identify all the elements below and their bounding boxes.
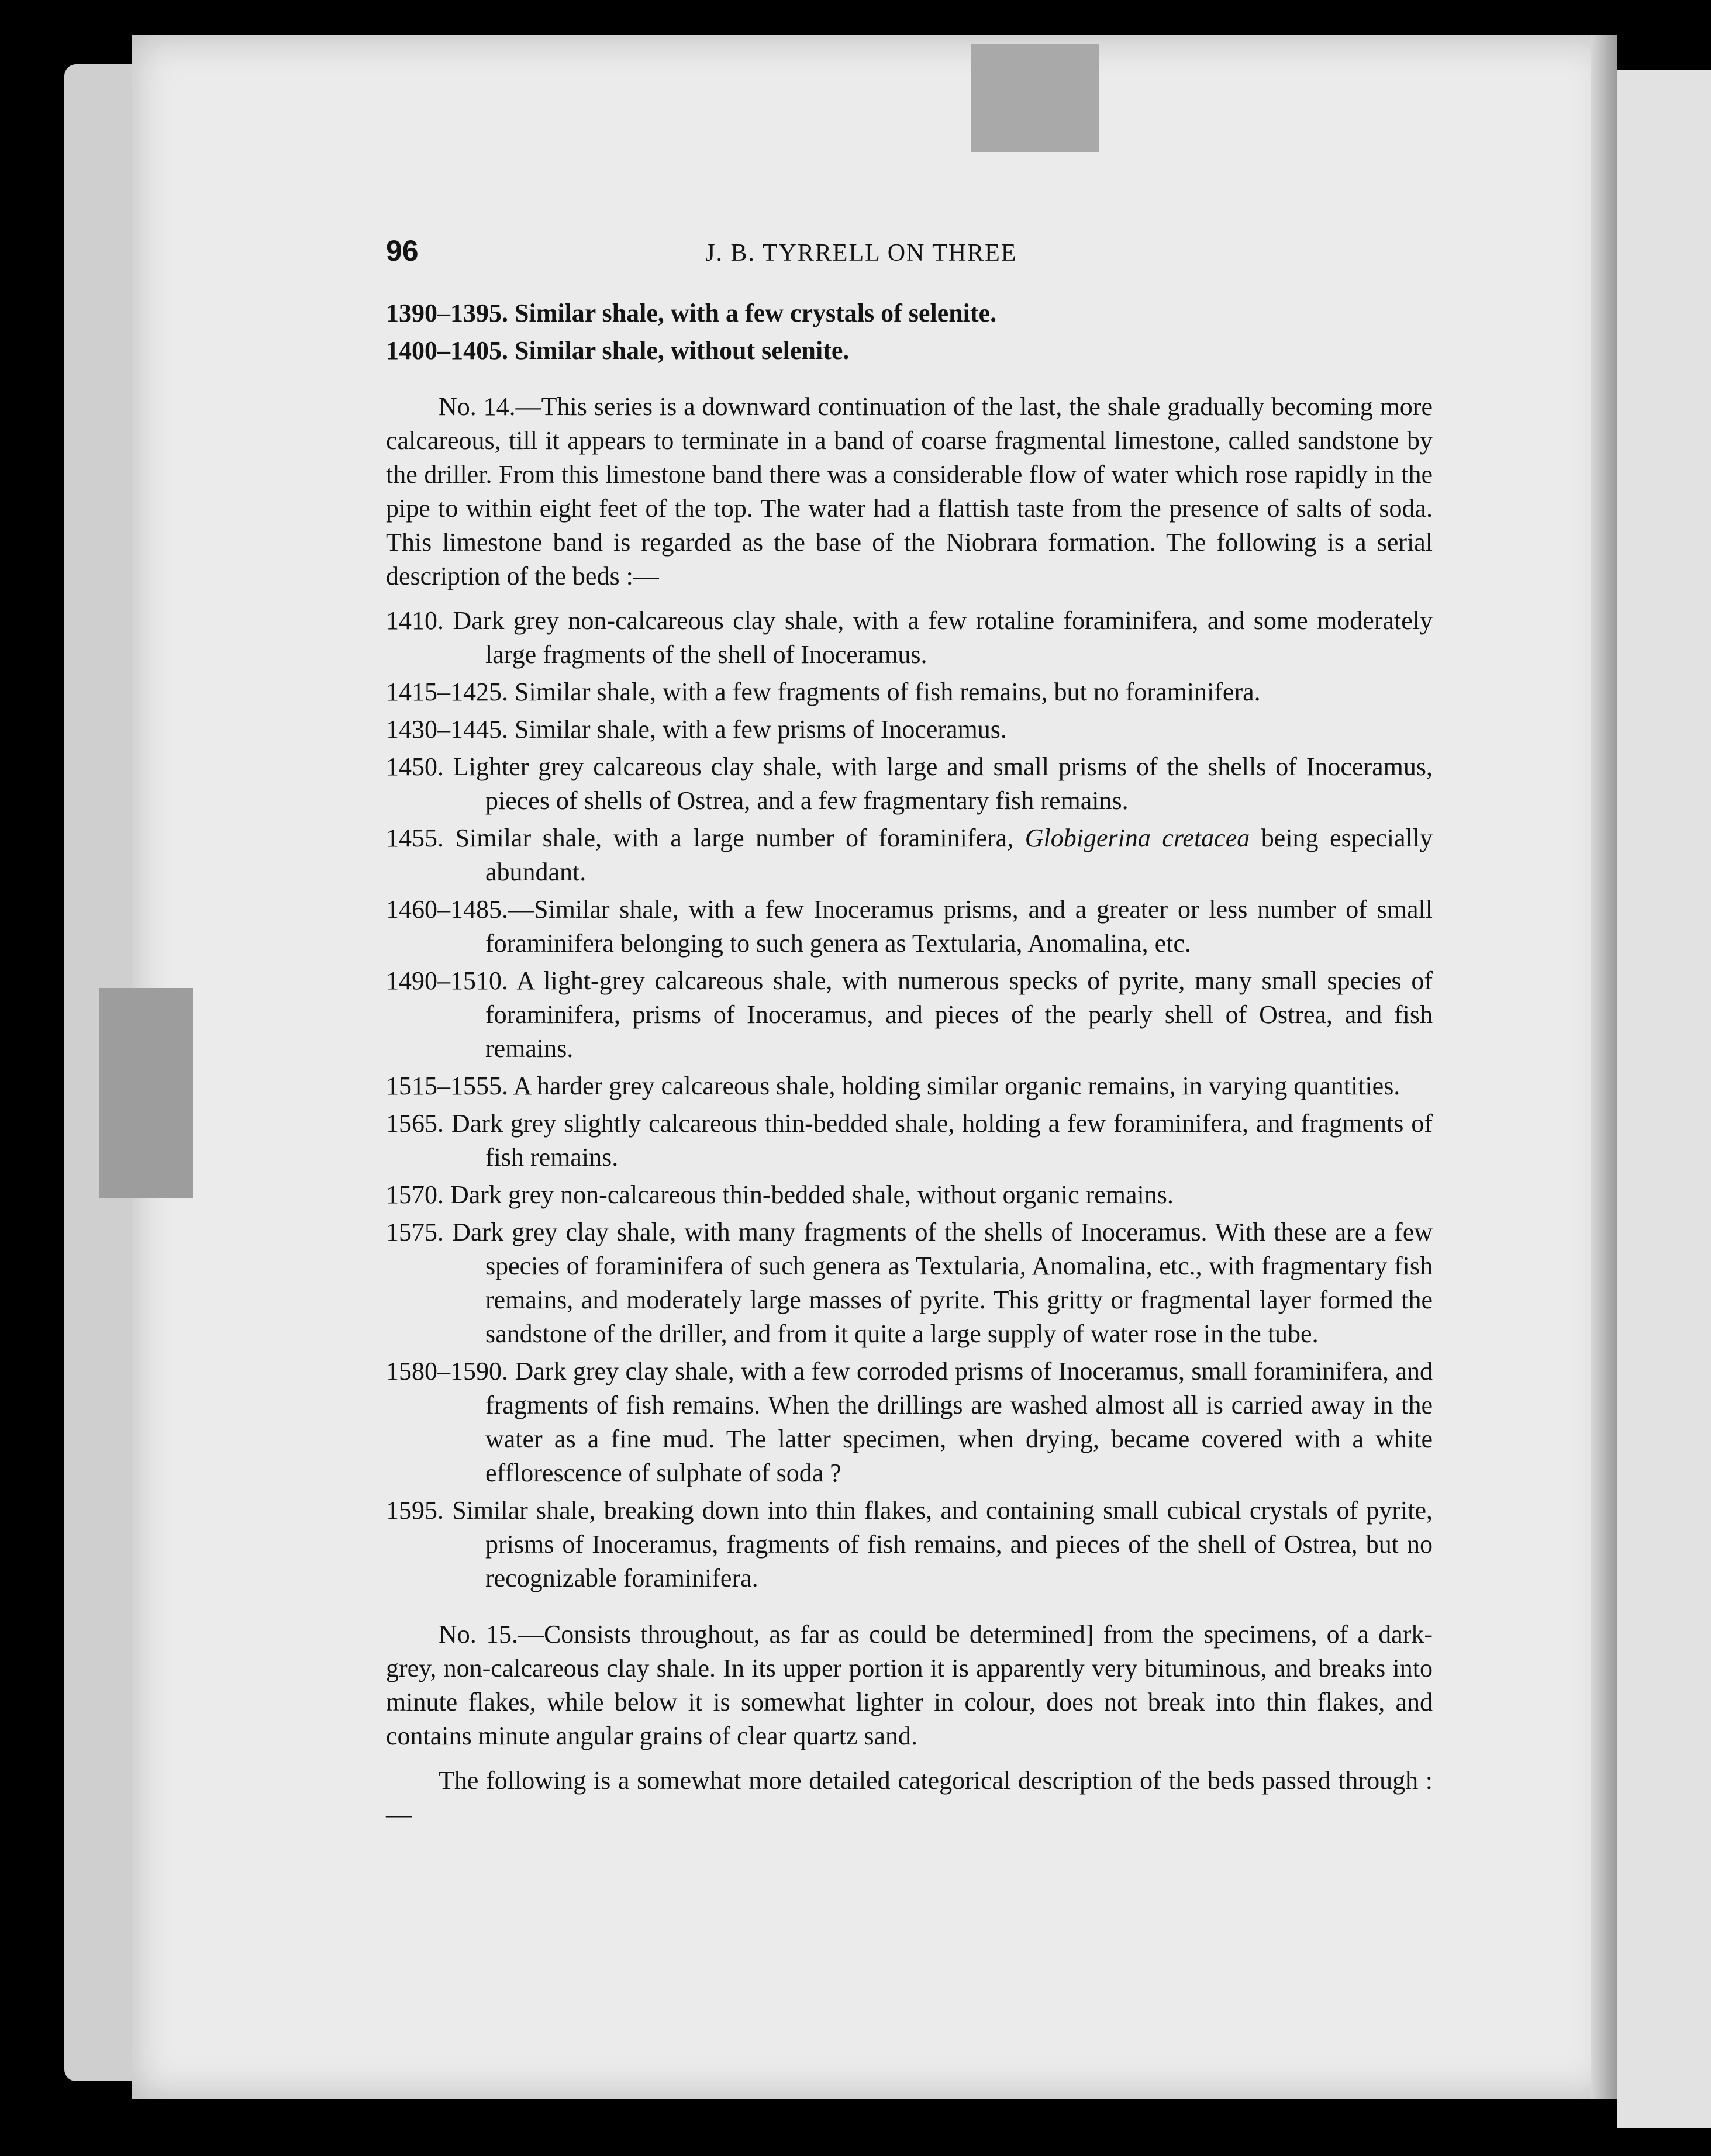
depth-range: 1570. [386, 1180, 444, 1209]
bed-description-cont: being especially abundant. [485, 824, 1433, 886]
facing-page-edge [1617, 70, 1711, 2128]
depth-range: 1565. [386, 1109, 444, 1138]
bed-description: Similar shale, with a few fragments of fish remains, but no foraminifera. [515, 678, 1261, 706]
series-14-paragraph [386, 390, 1433, 593]
depth-range: 1580–1590. [386, 1357, 508, 1385]
series-15-paragraph [386, 1618, 1433, 1753]
bed-description: Lighter grey calcareous clay shale, with large and small prisms of the shells of Inoceramus, pieces of shells of Ostrea, and a few fragmentary fish remains. [453, 752, 1433, 815]
bed-description: Dark grey slightly calcareous thin-bedded shale, holding a few foraminifera, and fragments of fish remains. [451, 1109, 1433, 1172]
bed-entry [386, 1215, 1433, 1351]
running-head [386, 234, 1433, 270]
bed-entry [386, 1107, 1433, 1174]
bed-description: Similar shale, with a large number of foraminifera, [455, 824, 1025, 852]
depth-range: 1575. [386, 1218, 444, 1246]
depth-range: 1460–1485. [386, 895, 508, 924]
bed-entry [386, 1069, 1433, 1103]
bed-description: Dark grey non-calcareous thin-bedded shale, without organic remains. [450, 1180, 1174, 1209]
depth-range: 1490–1510. [386, 966, 508, 995]
bed-description: Dark grey clay shale, with many fragments of the shells of Inoceramus. With these are a few species of foraminifera of such genera as Textularia, Anomalina, etc., with fragmentary fish remains, and moderately large masses of pyrite. This gritty or fragmental layer formed the sandstone of the driller, and from it quite a large supply of water rose in the tube. [452, 1218, 1433, 1348]
bed-description: Similar shale, with a few crystals of selenite. [515, 299, 997, 327]
bed-entry [386, 1494, 1433, 1595]
depth-range: 1400–1405. [386, 336, 508, 365]
running-title: J. B. TYRRELL ON THREE [705, 240, 1017, 267]
bed-entry [386, 675, 1433, 709]
bed-entry [386, 334, 1433, 368]
bed-entry [386, 964, 1433, 1066]
page-tab-marker [99, 988, 193, 1198]
depth-range: 1390–1395. [386, 299, 508, 327]
bed-entry [386, 1355, 1433, 1490]
bed-description: Dark grey non-calcareous clay shale, with a few rotaline foraminifera, and some moderately large fragments of the shell of Inoceramus. [453, 606, 1433, 669]
depth-range: 1450. [386, 752, 444, 781]
bed-description: Similar shale, with a few prisms of Inoceramus. [515, 715, 1007, 744]
bed-entry [386, 713, 1433, 747]
page-number: 96 [386, 234, 419, 267]
bed-description: A light-grey calcareous shale, with numerous specks of pyrite, many small species of foraminifera, prisms of Inoceramus, and pieces of the pearly shell of Ostrea, and fish remains. [485, 966, 1433, 1063]
bed-entry [386, 1178, 1433, 1212]
species-name: Globigerina cretacea [1024, 824, 1250, 852]
bed-entry [386, 821, 1433, 889]
bed-description: —Similar shale, with a few Inoceramus prisms, and a greater or less number of small foraminifera belonging to such genera as Textularia, Anomalina, etc. [485, 895, 1433, 958]
series-lead: No. 14. [439, 392, 516, 421]
bed-entry [386, 604, 1433, 672]
depth-range: 1415–1425. [386, 678, 508, 706]
bed-description: Similar shale, without selenite. [515, 336, 850, 365]
page-gutter-shadow [1591, 35, 1617, 2099]
following-description-paragraph: The following is a somewhat more detailed categorical description of the beds passed through :— [386, 1766, 1433, 1829]
depth-range: 1430–1445. [386, 715, 508, 744]
series-lead: No. 15. [439, 1620, 518, 1649]
bed-entry [386, 893, 1433, 960]
scan-smudge [971, 44, 1099, 152]
depth-range: 1515–1555. [386, 1072, 508, 1100]
depth-range: 1595. [386, 1496, 444, 1525]
bed-description: A harder grey calcareous shale, holding similar organic remains, in varying quantities. [513, 1072, 1400, 1100]
depth-range: 1410. [386, 606, 444, 635]
series-description: —Consists throughout, as far as could be determined] from the specimens, of a dark-grey, non-calcareous clay shale. In its upper portion it is apparently very bituminous, and breaks into minute flakes, while below it is somewhat lighter in colour, does not break into thin flakes, and contains minute angular grains of clear quartz sand. [386, 1620, 1433, 1750]
depth-range: 1455. [386, 824, 444, 852]
bed-entry [386, 296, 1433, 330]
series-description: —This series is a downward continuation of the last, the shale gradually becoming more calcareous, till it appears to terminate in a band of coarse fragmental limestone, called sandstone by the driller. From this limestone band there was a considerable flow of water which rose rapidly in the pipe to within eight feet of the top. The water had a flattish taste from the presence of salts of soda. This limestone band is regarded as the base of the Niobrara formation. The following is a serial description of the beds :— [386, 392, 1433, 590]
bed-entry [386, 750, 1433, 818]
page-text [386, 234, 1433, 1832]
bed-description: Similar shale, breaking down into thin flakes, and containing small cubical crystals of pyrite, prisms of Inoceramus, fragments of fish remains, and pieces of the shell of Ostrea, but no recognizable foraminifera. [452, 1496, 1433, 1592]
bed-description: Dark grey clay shale, with a few corroded prisms of Inoceramus, small foraminifera, and fragments of fish remains. When the drillings are washed almost all is carried away in the water as a fine mud. The latter specimen, when drying, became covered with a white efflorescence of sulphate of soda ? [485, 1357, 1433, 1487]
